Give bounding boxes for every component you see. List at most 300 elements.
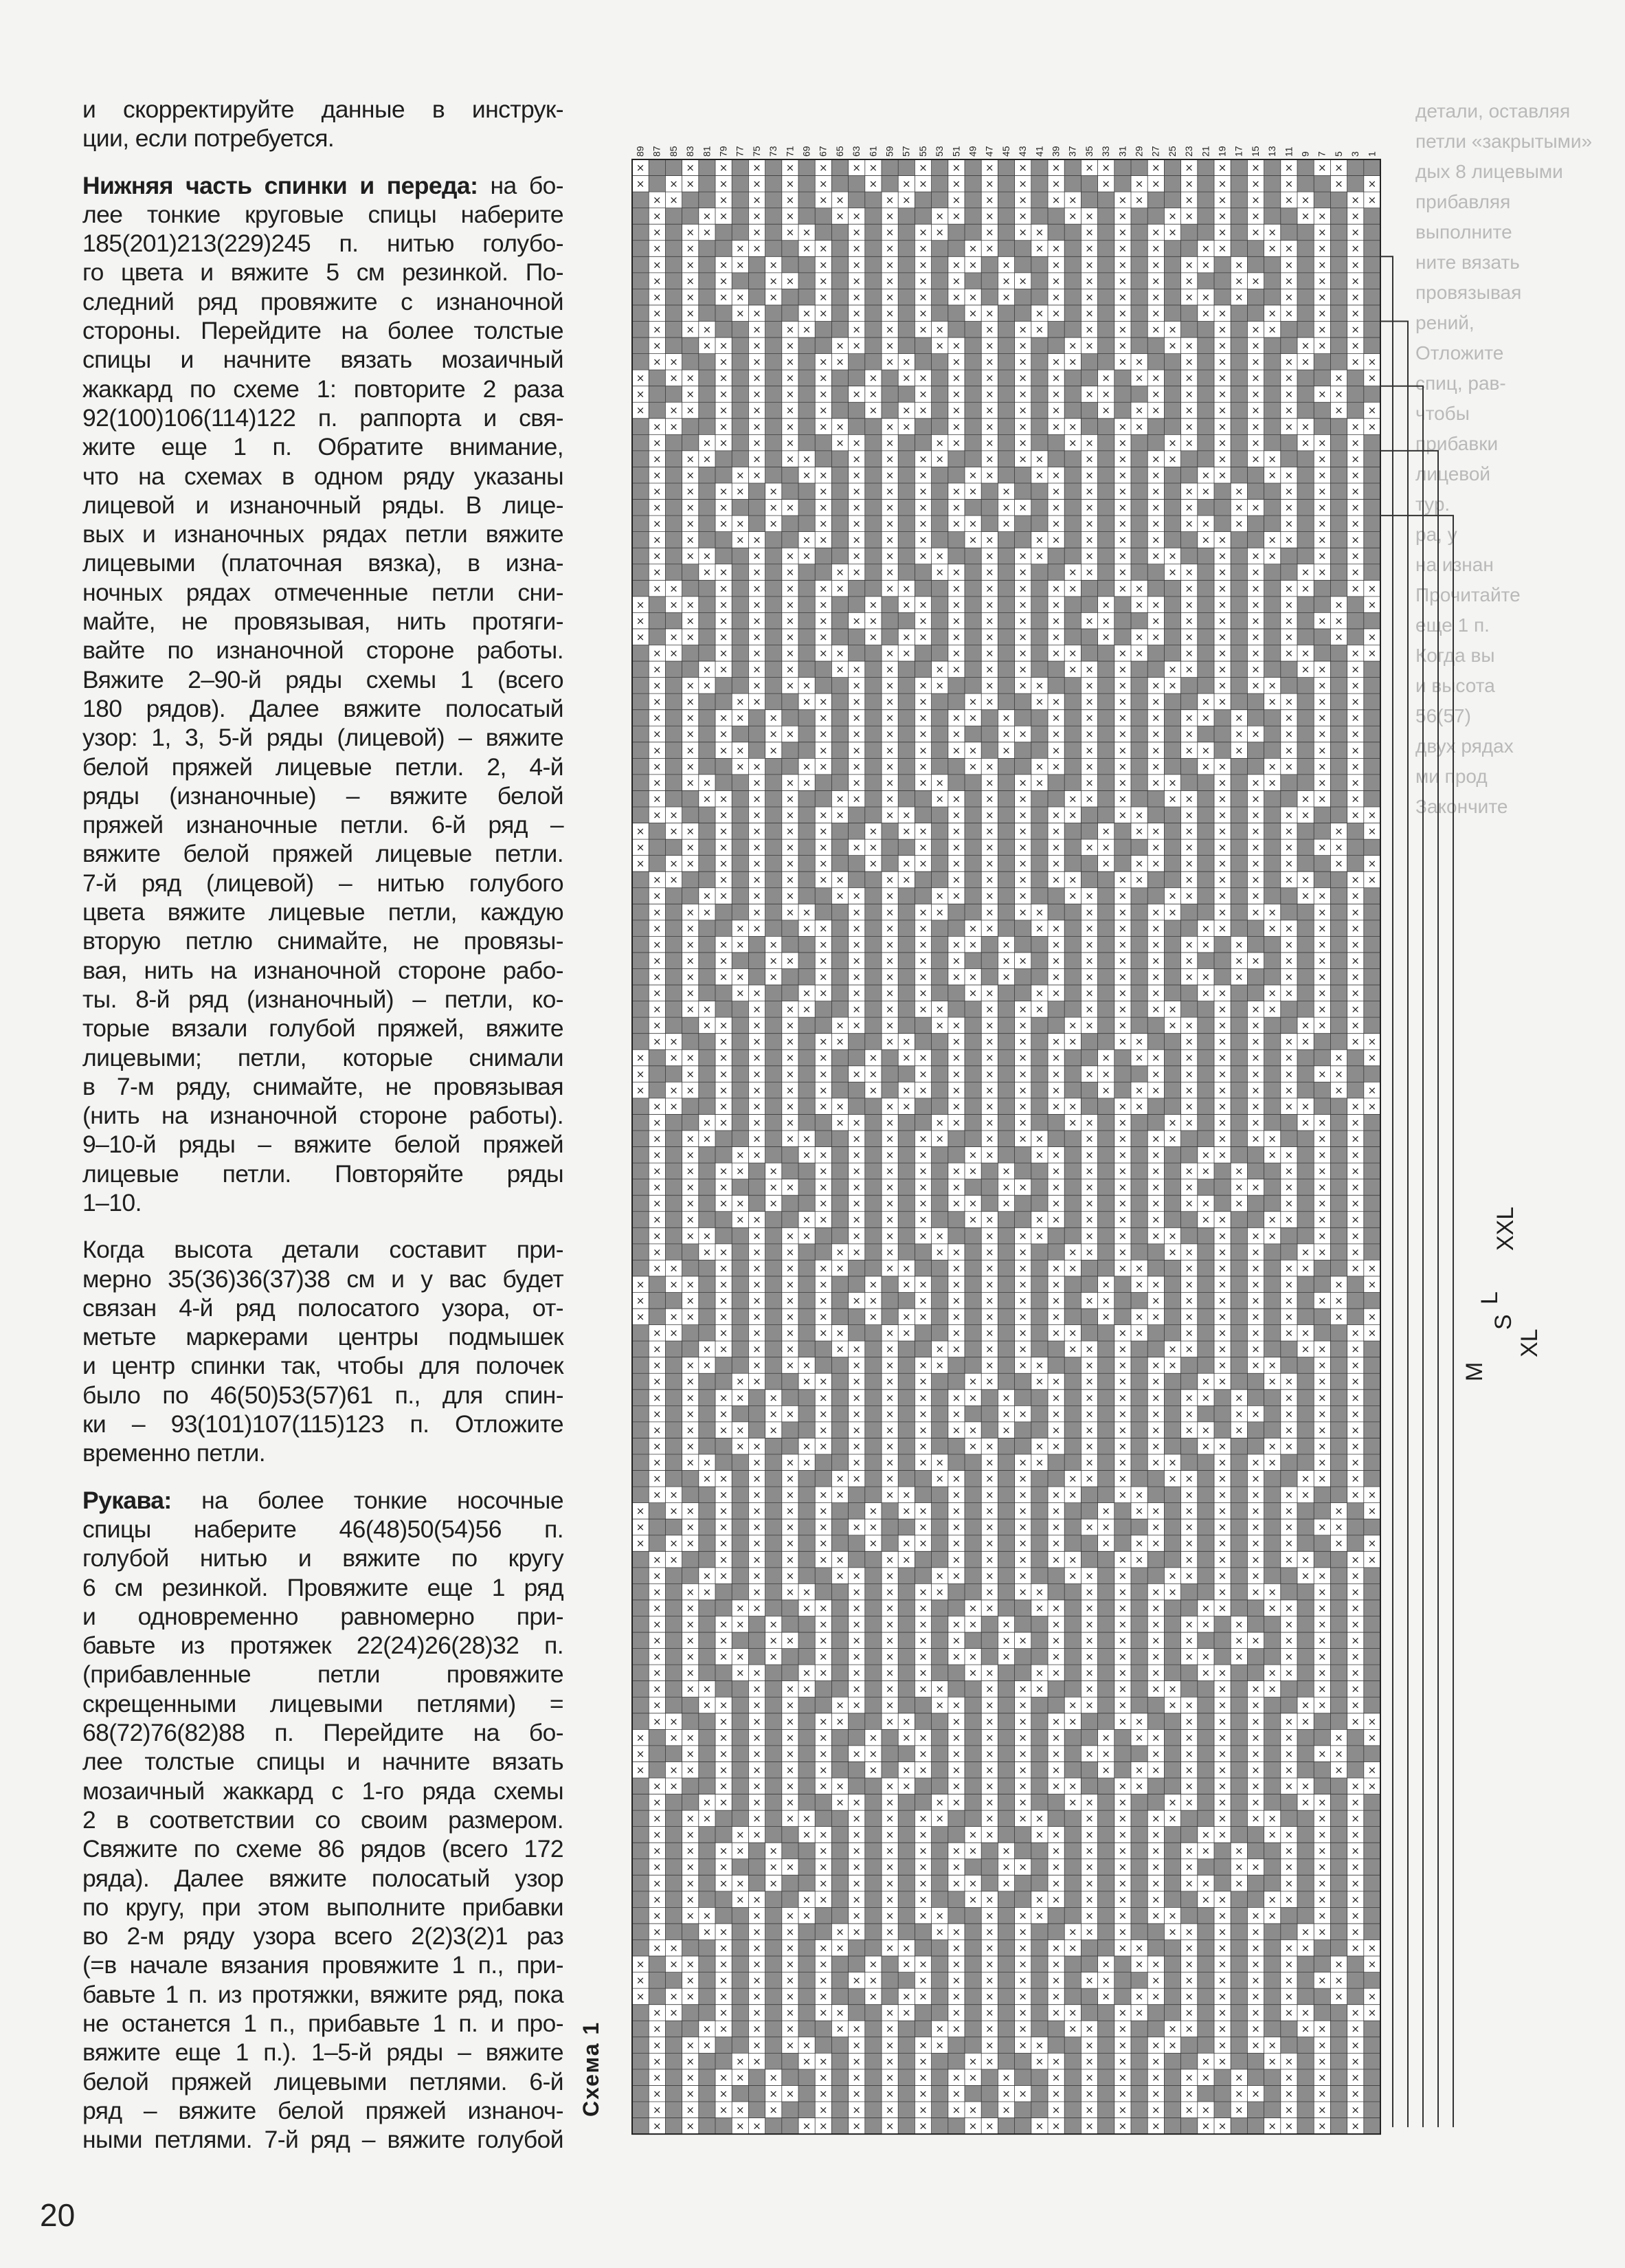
slip-stitch-mark: × [1152, 1230, 1161, 1243]
slip-stitch-mark: × [1251, 1343, 1260, 1356]
filled-cell [1031, 1697, 1048, 1713]
filled-cell [965, 1082, 981, 1098]
filled-cell [732, 1341, 748, 1357]
slip-stitch-mark: × [1218, 469, 1227, 482]
slip-stitch-mark: × [1318, 307, 1327, 320]
filled-cell [1264, 1114, 1281, 1131]
filled-cell [765, 1891, 782, 1908]
slip-stitch-mark: × [819, 1828, 828, 1841]
slip-stitch-mark: × [1268, 1601, 1277, 1614]
slip-stitch-mark: × [802, 1828, 811, 1841]
filled-cell [1181, 1665, 1198, 1681]
filled-cell [1264, 936, 1281, 953]
filled-cell [699, 1034, 715, 1050]
slip-stitch-mark: × [1318, 1294, 1327, 1307]
filled-cell [1347, 1276, 1364, 1293]
filled-cell [665, 1891, 682, 1908]
slip-stitch-mark: × [1152, 760, 1161, 773]
slip-stitch-mark: × [1284, 1667, 1294, 1680]
filled-cell [1147, 1697, 1164, 1713]
filled-cell [1114, 823, 1131, 840]
slip-stitch-mark: × [686, 841, 695, 854]
filled-cell [1364, 612, 1380, 629]
filled-cell [1081, 1778, 1097, 1794]
slip-stitch-mark: × [785, 825, 795, 838]
slip-stitch-mark: × [1284, 1197, 1294, 1210]
slip-stitch-mark: × [1251, 194, 1260, 207]
filled-cell [1330, 289, 1347, 305]
slip-stitch-mark: × [1218, 679, 1227, 692]
slip-stitch-mark: × [885, 1828, 895, 1841]
filled-cell [1198, 500, 1214, 516]
slip-stitch-mark: × [836, 1489, 844, 1502]
slip-stitch-mark: × [1185, 436, 1193, 449]
filled-cell [649, 1276, 665, 1293]
filled-cell [1064, 1519, 1081, 1535]
slip-stitch-mark: × [1085, 388, 1094, 401]
filled-cell [1297, 500, 1314, 516]
filled-cell [965, 1697, 981, 1713]
filled-cell [782, 1163, 798, 1179]
filled-cell [1314, 354, 1330, 370]
filled-cell [1064, 532, 1081, 548]
slip-stitch-mark: × [968, 744, 978, 757]
filled-cell [1081, 192, 1097, 208]
slip-stitch-mark: × [1218, 1521, 1227, 1534]
slip-stitch-mark: × [985, 1521, 994, 1534]
filled-cell [682, 434, 699, 451]
filled-cell [965, 208, 981, 225]
filled-cell [1064, 1390, 1081, 1406]
filled-cell [665, 693, 682, 710]
slip-stitch-mark: × [1018, 598, 1027, 611]
filled-cell [831, 532, 848, 548]
slip-stitch-mark: × [1085, 1877, 1094, 1890]
slip-stitch-mark: × [1152, 1003, 1161, 1016]
filled-cell [1364, 1212, 1380, 1228]
filled-cell [732, 337, 748, 354]
filled-cell [665, 386, 682, 403]
slip-stitch-mark: × [852, 1650, 861, 1663]
filled-cell [1214, 969, 1231, 986]
slip-stitch-mark: × [819, 1311, 828, 1324]
filled-cell [665, 1179, 682, 1196]
filled-cell [1198, 1260, 1214, 1276]
filled-cell [1231, 1713, 1247, 1730]
filled-cell [699, 920, 715, 937]
slip-stitch-mark: × [1301, 663, 1310, 676]
slip-stitch-mark: × [1185, 404, 1193, 417]
slip-stitch-mark: × [852, 469, 861, 482]
slip-stitch-mark: × [736, 533, 745, 546]
slip-stitch-mark: × [1051, 372, 1061, 385]
slip-stitch-mark: × [819, 760, 828, 773]
slip-stitch-mark: × [885, 566, 895, 579]
filled-cell [898, 305, 915, 322]
filled-cell [915, 337, 931, 354]
slip-stitch-mark: × [885, 274, 895, 287]
slip-stitch-mark: × [1118, 1019, 1128, 1032]
slip-stitch-mark: × [1085, 922, 1094, 935]
slip-stitch-mark: × [885, 1359, 895, 1372]
filled-cell [632, 969, 649, 986]
slip-stitch-mark: × [1268, 550, 1277, 563]
text-run: 92(100)106(114)122 п. раппорта и свя- [82, 403, 563, 432]
filled-cell [831, 985, 848, 1001]
text-run: вяжите еще 1 п.). 1–5-й ряды – вяжите [82, 2038, 563, 2067]
filled-cell [831, 1681, 848, 1698]
slip-stitch-mark: × [819, 372, 828, 385]
filled-cell [1314, 1778, 1330, 1794]
slip-stitch-mark: × [1351, 744, 1360, 757]
slip-stitch-mark: × [1152, 161, 1161, 174]
filled-cell [1364, 241, 1380, 257]
slip-stitch-mark: × [1134, 1537, 1144, 1550]
slip-stitch-mark: × [852, 1812, 861, 1825]
text-run: лицевыми; петли, которые снимали [82, 1043, 563, 1071]
filled-cell [1048, 451, 1064, 467]
slip-stitch-mark: × [1351, 647, 1360, 660]
filled-cell [748, 1859, 765, 1876]
filled-cell [1114, 1276, 1131, 1293]
filled-cell [1214, 500, 1231, 516]
slip-stitch-mark: × [1185, 1116, 1193, 1129]
slip-stitch-mark: × [852, 485, 861, 498]
slip-stitch-mark: × [985, 808, 994, 821]
slip-stitch-mark: × [1201, 258, 1211, 271]
slip-stitch-mark: × [885, 1699, 895, 1712]
slip-stitch-mark: × [719, 1747, 728, 1760]
slip-stitch-mark: × [769, 970, 778, 983]
slip-stitch-mark: × [1051, 1764, 1061, 1777]
slip-stitch-mark: × [1185, 355, 1193, 368]
slip-stitch-mark: × [1334, 825, 1343, 838]
filled-cell [1198, 1034, 1214, 1050]
filled-cell [1164, 1649, 1180, 1665]
slip-stitch-mark: × [1018, 1682, 1027, 1696]
filled-cell [882, 1519, 898, 1535]
filled-cell [1231, 159, 1247, 176]
slip-stitch-mark: × [752, 1262, 761, 1275]
text-line [82, 95, 563, 124]
slip-stitch-mark: × [1185, 1084, 1193, 1097]
filled-cell [1064, 1163, 1081, 1179]
text-line [82, 403, 563, 432]
slip-stitch-mark: × [1185, 1569, 1193, 1582]
filled-cell [699, 1519, 715, 1535]
slip-stitch-mark: × [1201, 242, 1211, 255]
slip-stitch-mark: × [1018, 679, 1027, 692]
slip-stitch-mark: × [1035, 469, 1044, 482]
slip-stitch-mark: × [1051, 1537, 1061, 1550]
slip-stitch-mark: × [1284, 518, 1294, 531]
filled-cell [1098, 1875, 1114, 1891]
slip-stitch-mark: × [1018, 1779, 1027, 1792]
filled-cell [1231, 1471, 1247, 1487]
filled-cell [665, 1227, 682, 1244]
slip-stitch-mark: × [1152, 1812, 1161, 1825]
slip-stitch-mark: × [1301, 566, 1310, 579]
slip-stitch-mark: × [686, 1375, 695, 1388]
filled-cell [765, 612, 782, 629]
slip-stitch-mark: × [752, 1747, 761, 1760]
filled-cell [1364, 1600, 1380, 1616]
filled-cell [1048, 1681, 1064, 1698]
slip-stitch-mark: × [785, 582, 795, 595]
slip-stitch-mark: × [802, 1213, 811, 1226]
filled-cell [898, 1519, 915, 1535]
filled-cell [1198, 888, 1214, 904]
filled-cell [765, 1244, 782, 1260]
filled-cell [1147, 871, 1164, 888]
filled-cell [865, 742, 882, 759]
slip-stitch-mark: × [1018, 1343, 1027, 1356]
filled-cell [965, 322, 981, 338]
slip-stitch-mark: × [1351, 566, 1360, 579]
slip-stitch-mark: × [952, 1067, 961, 1080]
filled-cell [798, 1034, 815, 1050]
slip-stitch-mark: × [1251, 1245, 1260, 1258]
slip-stitch-mark: × [1367, 1779, 1377, 1792]
slip-stitch-mark: × [952, 210, 961, 223]
filled-cell [948, 224, 965, 241]
filled-cell [898, 289, 915, 305]
slip-stitch-mark: × [653, 340, 662, 353]
slip-stitch-mark: × [752, 792, 761, 805]
filled-cell [1330, 985, 1347, 1001]
slip-stitch-mark: × [1018, 566, 1027, 579]
slip-stitch-mark: × [1318, 1132, 1327, 1145]
slip-stitch-mark: × [1201, 469, 1211, 482]
filled-cell [849, 419, 865, 435]
slip-stitch-mark: × [1185, 1100, 1193, 1113]
filled-cell [1247, 532, 1264, 548]
slip-stitch-mark: × [919, 550, 928, 563]
slip-stitch-mark: × [769, 954, 778, 967]
filled-cell [765, 1535, 782, 1552]
slip-stitch-mark: × [819, 388, 828, 401]
slip-stitch-mark: × [1318, 906, 1327, 919]
slip-stitch-mark: × [1134, 598, 1144, 611]
slip-stitch-mark: × [719, 1278, 728, 1291]
slip-stitch-mark: × [985, 760, 994, 773]
slip-stitch-mark: × [1218, 1311, 1227, 1324]
filled-cell [765, 985, 782, 1001]
filled-cell [948, 548, 965, 564]
filled-cell [632, 256, 649, 273]
filled-cell [1231, 1761, 1247, 1778]
slip-stitch-mark: × [885, 582, 895, 595]
filled-cell [682, 871, 699, 888]
filled-cell [965, 1503, 981, 1520]
slip-stitch-mark: × [653, 1245, 662, 1258]
filled-cell [915, 419, 931, 435]
filled-cell [699, 241, 715, 257]
filled-cell [915, 1794, 931, 1811]
slip-stitch-mark: × [653, 469, 662, 482]
filled-cell [699, 985, 715, 1001]
slip-stitch-mark: × [719, 647, 728, 660]
filled-cell [831, 1357, 848, 1374]
slip-stitch-mark: × [968, 291, 978, 304]
slip-stitch-mark: × [819, 744, 828, 757]
filled-cell [1081, 1761, 1097, 1778]
slip-stitch-mark: × [653, 533, 662, 546]
filled-cell [732, 1535, 748, 1552]
slip-stitch-mark: × [1118, 355, 1128, 368]
filled-cell [1364, 256, 1380, 273]
slip-stitch-mark: × [1284, 1100, 1294, 1113]
slip-stitch-mark: × [1035, 1132, 1044, 1145]
filled-cell [831, 1583, 848, 1600]
filled-cell [1131, 1438, 1147, 1454]
text-line [82, 1777, 563, 1805]
filled-cell [998, 1778, 1014, 1794]
slip-stitch-mark: × [819, 404, 828, 417]
filled-cell [965, 661, 981, 678]
filled-cell [1131, 1843, 1147, 1859]
filled-cell [998, 1114, 1014, 1131]
text-run: вторую петлю снимайте, не провязы- [82, 927, 563, 955]
slip-stitch-mark: × [686, 1764, 695, 1777]
slip-stitch-mark: × [852, 1343, 861, 1356]
filled-cell [765, 322, 782, 338]
slip-stitch-mark: × [719, 1504, 728, 1517]
slip-stitch-mark: × [802, 1375, 811, 1388]
filled-cell [732, 1034, 748, 1050]
filled-cell [1131, 500, 1147, 516]
slip-stitch-mark: × [1351, 1423, 1360, 1436]
filled-cell [1147, 1487, 1164, 1503]
filled-cell [815, 775, 831, 791]
filled-cell [1247, 710, 1264, 726]
filled-cell [699, 1713, 715, 1730]
slip-stitch-mark: × [719, 485, 728, 498]
filled-cell [632, 1422, 649, 1438]
slip-stitch-mark: × [1035, 452, 1044, 465]
filled-cell [665, 1454, 682, 1471]
slip-stitch-mark: × [919, 469, 928, 482]
bleed-line: дых 8 лицевыми [1415, 161, 1563, 182]
filled-cell [898, 1227, 915, 1244]
filled-cell [965, 1487, 981, 1503]
filled-cell [981, 483, 998, 500]
slip-stitch-mark: × [1018, 906, 1027, 919]
filled-cell [898, 322, 915, 338]
slip-stitch-mark: × [736, 485, 745, 498]
slip-stitch-mark: × [919, 307, 928, 320]
slip-stitch-mark: × [902, 1278, 911, 1291]
slip-stitch-mark: × [1051, 744, 1061, 757]
slip-stitch-mark: × [919, 1375, 928, 1388]
slip-stitch-mark: × [752, 372, 761, 385]
filled-cell [948, 305, 965, 322]
filled-cell [1064, 1746, 1081, 1762]
slip-stitch-mark: × [1284, 177, 1294, 190]
text-run: 68(72)76(82)88 п. Перейдите на бо- [82, 1719, 563, 1747]
filled-cell [765, 354, 782, 370]
filled-cell [932, 1082, 948, 1098]
slip-stitch-mark: × [902, 1311, 911, 1324]
filled-cell [1198, 1859, 1214, 1876]
slip-stitch-mark: × [1318, 841, 1327, 854]
slip-stitch-mark: × [1118, 1601, 1128, 1614]
slip-stitch-mark: × [736, 1618, 745, 1631]
filled-cell [649, 1729, 665, 1746]
slip-stitch-mark: × [902, 177, 911, 190]
filled-cell [1347, 823, 1364, 840]
filled-cell [1364, 1746, 1380, 1762]
filled-cell [632, 1017, 649, 1034]
slip-stitch-mark: × [669, 1052, 678, 1065]
slip-stitch-mark: × [1251, 1262, 1260, 1275]
slip-stitch-mark: × [1201, 1375, 1211, 1388]
slip-stitch-mark: × [769, 1860, 778, 1874]
slip-stitch-mark: × [1051, 582, 1061, 595]
slip-stitch-mark: × [919, 1181, 928, 1194]
filled-cell [865, 1390, 882, 1406]
filled-cell [965, 1098, 981, 1115]
slip-stitch-mark: × [1235, 1165, 1244, 1178]
filled-cell [1198, 775, 1214, 791]
filled-cell [632, 1195, 649, 1212]
filled-cell [715, 305, 732, 322]
filled-cell [1198, 1131, 1214, 1147]
filled-cell [1114, 1293, 1131, 1309]
filled-cell [732, 192, 748, 208]
slip-stitch-mark: × [1301, 1779, 1310, 1792]
filled-cell [981, 256, 998, 273]
filled-cell [1314, 645, 1330, 662]
slip-stitch-mark: × [1268, 696, 1277, 709]
slip-stitch-mark: × [902, 1764, 911, 1777]
slip-stitch-mark: × [819, 533, 828, 546]
filled-cell [1147, 1341, 1164, 1357]
slip-stitch-mark: × [653, 485, 662, 498]
slip-stitch-mark: × [1284, 1521, 1294, 1534]
slip-stitch-mark: × [1018, 372, 1027, 385]
filled-cell [1048, 661, 1064, 678]
filled-cell [882, 386, 898, 403]
text-run: 7-й ряд (лицевой) – нитью голубого [82, 869, 563, 897]
slip-stitch-mark: × [1101, 1084, 1110, 1097]
filled-cell [998, 1681, 1014, 1698]
filled-cell [1031, 419, 1048, 435]
section-heading: Рукава: [82, 1486, 172, 1514]
slip-stitch-mark: × [1002, 1408, 1011, 1421]
filled-cell [632, 985, 649, 1001]
filled-cell [915, 1325, 931, 1342]
slip-stitch-mark: × [752, 1019, 761, 1032]
slip-stitch-mark: × [952, 1294, 961, 1307]
filled-cell [1297, 386, 1314, 403]
slip-stitch-mark: × [935, 1586, 944, 1599]
filled-cell [1364, 1227, 1380, 1244]
filled-cell [849, 871, 865, 888]
filled-cell [1297, 823, 1314, 840]
filled-cell [1264, 661, 1281, 678]
slip-stitch-mark: × [885, 1100, 895, 1113]
slip-stitch-mark: × [1035, 776, 1044, 789]
text-line [82, 1486, 563, 1515]
filled-cell [1015, 1438, 1031, 1454]
filled-cell [1364, 693, 1380, 710]
slip-stitch-mark: × [1051, 630, 1061, 643]
bleed-line: рений, [1415, 312, 1475, 333]
filled-cell [1231, 322, 1247, 338]
filled-cell [1364, 1147, 1380, 1164]
slip-stitch-mark: × [1301, 1569, 1310, 1582]
